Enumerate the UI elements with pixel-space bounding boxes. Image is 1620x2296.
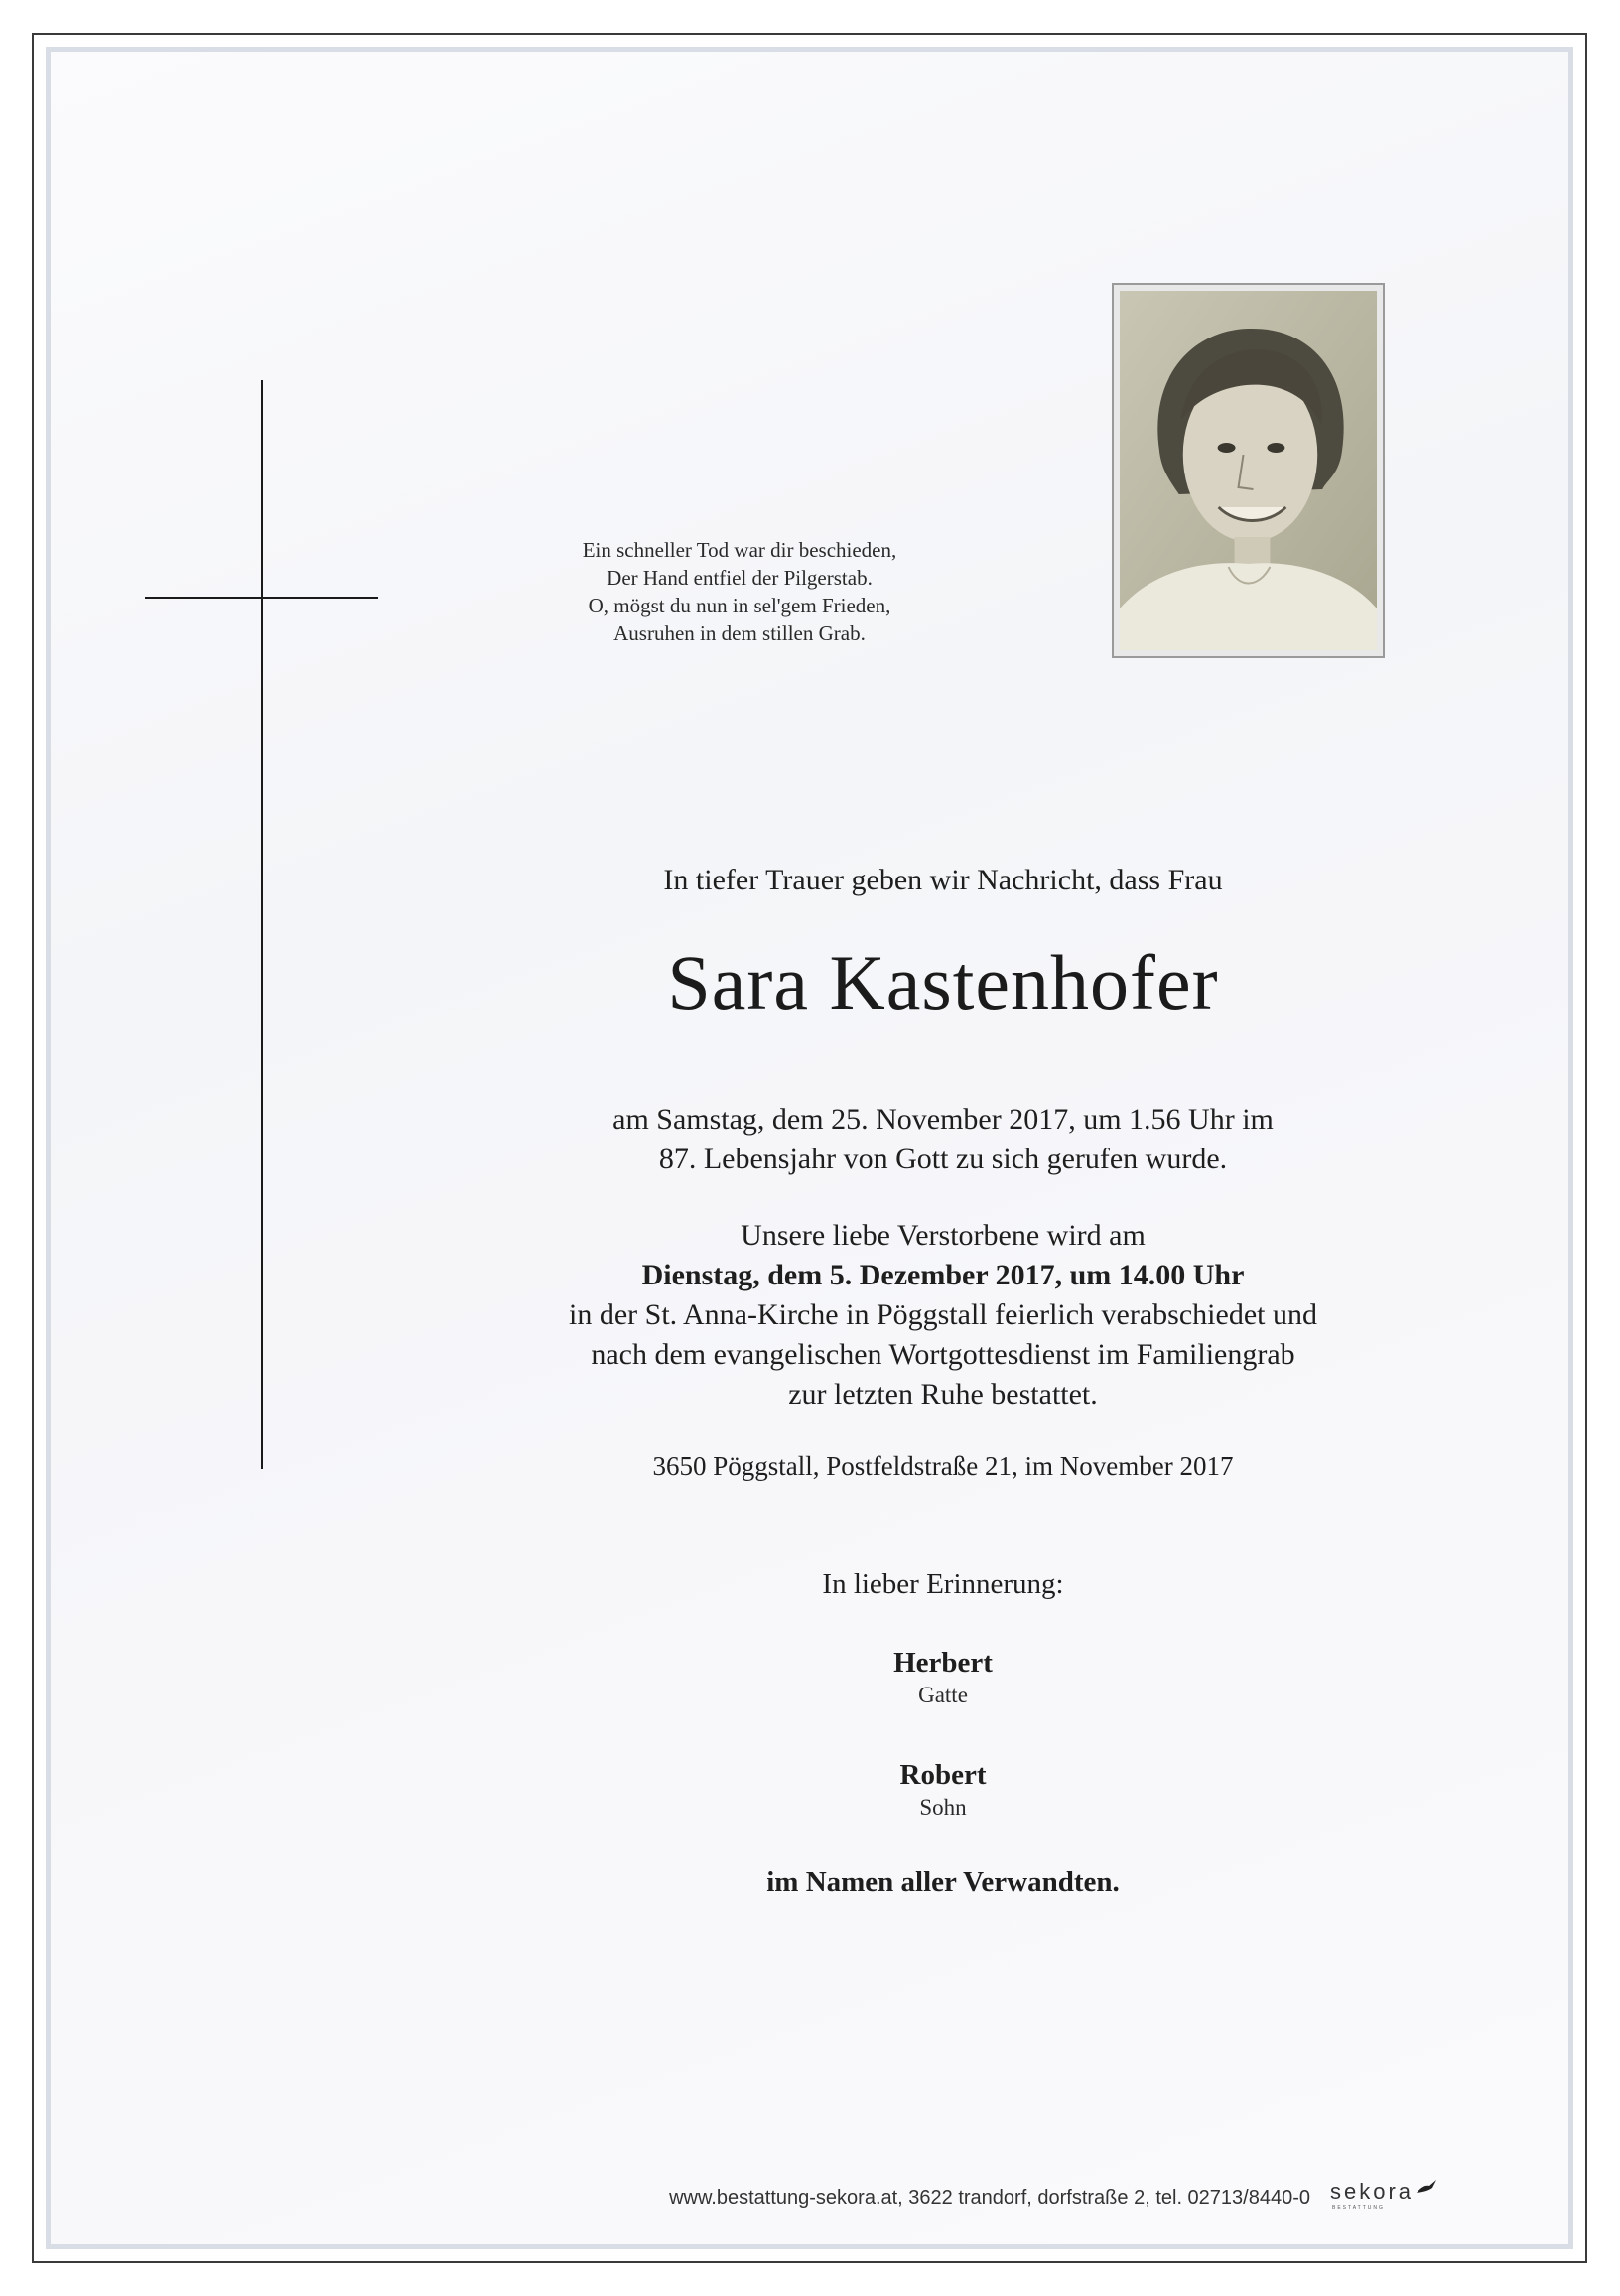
memory-heading: In lieber Erinnerung: [822, 1568, 1064, 1600]
mourner-name: Robert [899, 1759, 987, 1791]
intro-text: In tiefer Trauer geben wir Nachricht, dass Frau [663, 864, 1223, 896]
portrait-photo [1120, 291, 1377, 650]
logo-subtext: BESTATTUNG [1332, 2205, 1385, 2211]
death-line: 87. Lebensjahr von Gott zu sich gerufen wurde. [658, 1143, 1228, 1175]
mourner-relation: Sohn [919, 1795, 967, 1820]
deceased-name: Sara Kastenhofer [667, 939, 1219, 1025]
poem-line: Der Hand entfiel der Pilgerstab. [607, 566, 873, 590]
address-line: 3650 Pöggstall, Postfeldstraße 21, im November 2017 [652, 1451, 1234, 1481]
funeral-date: Dienstag, dem 5. Dezember 2017, um 14.00 Uhr [641, 1259, 1245, 1291]
poem [516, 536, 963, 647]
mourner-relation: Gatte [918, 1683, 968, 1707]
death-notice [476, 1100, 1410, 1179]
poem-line: O, mögst du nun in sel'gem Frieden, [588, 594, 891, 617]
poem-line: Ausruhen in dem stillen Grab. [613, 621, 866, 645]
death-line: am Samstag, dem 25. November 2017, um 1.56 Uhr im [612, 1103, 1274, 1136]
footer-contact: www.bestattung-sekora.at, 3622 trandorf, dorfstraße 2, tel. 02713/8440-0 [669, 2187, 1310, 2209]
funeral-line: in der St. Anna-Kirche in Pöggstall feierlich verabschiedet und [569, 1298, 1317, 1331]
cross-icon-vertical [261, 380, 263, 1469]
funeral-line: nach dem evangelischen Wortgottesdienst im Familiengrab [591, 1338, 1295, 1371]
funeral-notice [476, 1216, 1410, 1415]
mourner-name: Herbert [893, 1647, 993, 1679]
sekora-logo [1330, 2179, 1439, 2215]
mourner [735, 1645, 1151, 1710]
cross-icon-horizontal [145, 597, 378, 599]
poem-line: Ein schneller Tod war dir beschieden, [582, 538, 897, 562]
closing-line: im Namen aller Verwandten. [766, 1866, 1120, 1898]
mourner [735, 1757, 1151, 1823]
portrait-photo-frame [1112, 283, 1385, 658]
logo-text: sekora [1330, 2179, 1415, 2204]
bird-icon [1416, 2179, 1437, 2195]
funeral-line: zur letzten Ruhe bestattet. [788, 1378, 1098, 1411]
funeral-line: Unsere liebe Verstorbene wird am [741, 1219, 1146, 1252]
